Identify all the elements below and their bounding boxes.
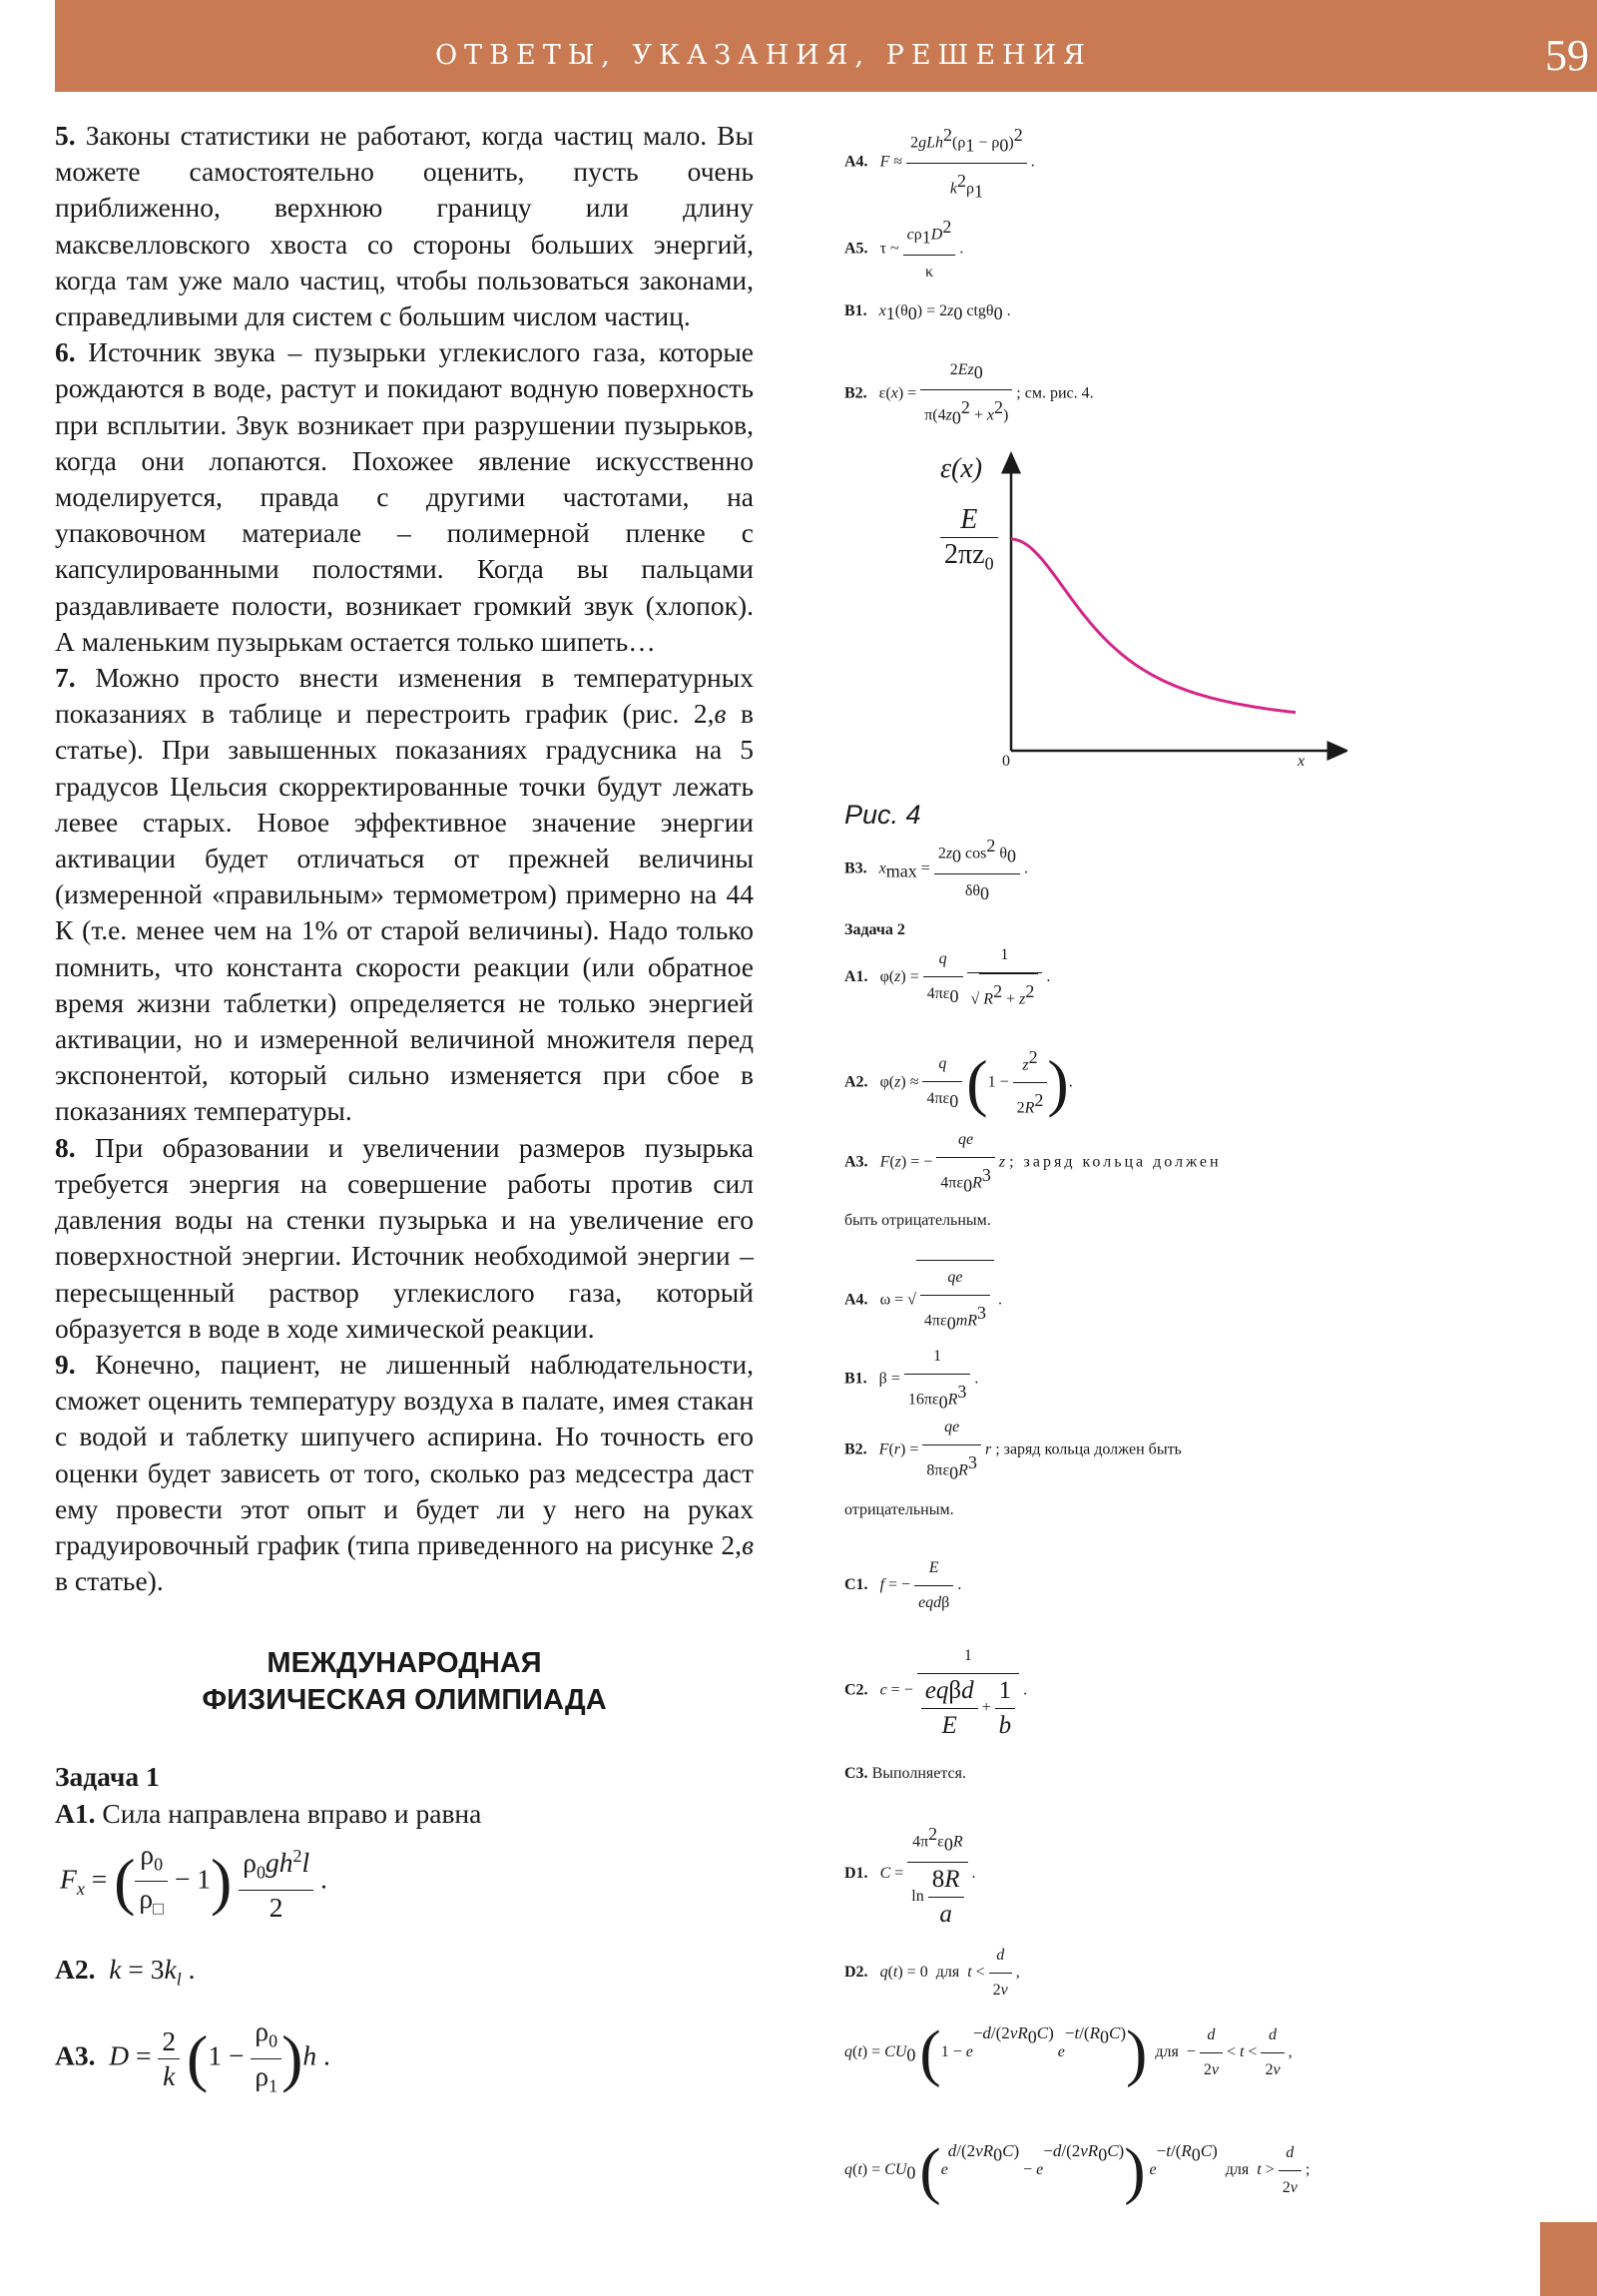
task-2-a1: A1. φ(z) = $\frac{q}{4\pi\varepsilon 0}$ $\frac{1}{√ R2 + z2}$ . <box>844 938 1050 1016</box>
header-title: ОТВЕТЫ, УКАЗАНИЯ, РЕШЕНИЯ <box>435 40 1092 71</box>
task-1-a3-label: A3. <box>55 2039 96 2071</box>
task-2-d2-for-1: для <box>935 1964 960 1982</box>
task-2-d2-line3: q(t) = CU0 (ed/(2vR0C) − e−d/(2vR0C)) e−t/(R0C) для t > $\frac{d}{2v}$ ; <box>844 2134 1311 2206</box>
section-title <box>55 1645 754 1719</box>
task-2-d1-label: D1. <box>844 1864 868 1882</box>
task-1-a1-label: A1. <box>55 1797 96 1829</box>
task-2-a4: A4. ω = √ $\frac{qe}{4\pi\varepsilon 0mR3}$ . <box>844 1260 1002 1341</box>
page-number: 59 <box>1545 31 1589 80</box>
task-2-a2: A2. φ(z) ≈ $\frac{q}{4\pi\varepsilon 0}$ (1 − $\frac{z2}{2R2}$ ). <box>844 1040 1073 1126</box>
answer-7-number: 7. <box>55 662 76 694</box>
answer-a5-label: A5. <box>844 240 868 258</box>
answer-7-italic: в <box>714 698 727 730</box>
answer-7 <box>55 660 754 1130</box>
fig-y-axis-label: ε(x) <box>940 453 983 484</box>
task-2-c1: C1. f = − $\frac{E}{\text{eqdβ}}$ . <box>844 1551 961 1620</box>
task-2-d2-line2: q(t) = CU0 (1 − e−d/(2vR0C) e−t/(R0C)) для − $\frac{d}{2v}$ < t < $\frac{d}{2v}$ , <box>844 2016 1293 2088</box>
task-2-a3-text: ; заряд кольца должен <box>1009 1153 1222 1171</box>
task-2-a1-label: A1. <box>844 967 868 985</box>
task-2-a4-label: A4. <box>844 1291 868 1309</box>
task-2-d2-for-2: для <box>1155 2043 1179 2061</box>
task-2-d2-for-3: для <box>1225 2161 1250 2179</box>
fig-curve <box>1011 539 1296 713</box>
task-2-a2-label: A2. <box>844 1073 868 1091</box>
answer-7-text-a: Можно просто внести изменения в температурных показаниях в таблице и перестроить график (рис. 2, <box>55 662 755 730</box>
answer-6-number: 6. <box>55 336 76 368</box>
fig-origin-label: 0 <box>1002 753 1010 770</box>
task-2-b1: B1. β = $\frac{1}{16\pi\varepsilon 0R3}$ . <box>844 1340 978 1420</box>
task-2-a3-continuation: быть отрицательным. <box>844 1212 991 1229</box>
corner-decoration <box>1540 2222 1597 2296</box>
answer-5 <box>55 118 754 334</box>
page-header <box>55 0 1597 92</box>
answer-9-text-b: в статье). <box>55 1565 164 1597</box>
task-1-a2: A2. $k = 3k_l$ . <box>55 1953 196 1990</box>
answer-a4-label: A4. <box>844 153 868 171</box>
answer-b2: B2. ε(x) = $\frac{2Ez0}{\pi(4z02 + x2)}$ ; см. рис. 4. <box>844 353 1094 435</box>
answer-b1: B1. x1(θ0) = 2z0 ctgθ0 . <box>844 302 1011 324</box>
answer-5-number: 5. <box>55 120 76 151</box>
answer-9-text-a: Конечно, пациент, не лишенный наблюдательности, сможет оценить температуру воздуха в палате, имея стакан с водой и таблетку шипучего аспирина. Но точность его оценки будет зависеть от того, сколько раз медсестра даст ему провести этот опыт и будет ли у него на руках градуировочный график (типа приведенного на рисунке 2, <box>55 1348 754 1560</box>
task-2-b1-label: B1. <box>844 1370 867 1388</box>
fig-y-tick-sub: 0 <box>984 553 994 574</box>
fig-y-tick-den: 2πz <box>944 539 985 570</box>
answer-b3: B3. xmax = $\frac{2z0 \cos 2 \theta 0}{\delta\theta 0}$ . <box>844 829 1028 910</box>
figure-caption: Рис. 4 <box>844 800 921 830</box>
answer-5-text: Законы статистики не работают, когда частиц мало. Вы можете самостоятельно оценить, пусть очень приближенно, верхнюю границу или длину максвелловского хвоста со стороны больших энергий, когда там уже мало частиц, чтобы пользоваться законами, справедливыми для систем с большим числом частиц. <box>55 120 754 332</box>
task-2-c1-label: C1. <box>844 1576 868 1594</box>
task-2-a3: A3. F(z) = − $\frac{qe}{4\pi\varepsilon 0R3}$ z ; заряд кольца должен <box>844 1123 1222 1203</box>
answer-8 <box>55 1130 754 1347</box>
figure-4-plot <box>928 449 1347 789</box>
task-2-b2-text: ; заряд кольца должен быть <box>995 1440 1182 1458</box>
task-2-c2: C2. c = − 1 $\frac{\text{eqβd}}{E}$ + $\frac{1}{b}$ . <box>844 1639 1027 1743</box>
task-2-b2-label: B2. <box>844 1440 867 1458</box>
answer-b2-text: ; см. рис. 4. <box>1016 384 1094 402</box>
section-title-line-2: ФИЗИЧЕСКАЯ ОЛИМПИАДА <box>202 1684 607 1717</box>
task-2-b2: B2. F(r) = $\frac{qe}{8\pi\varepsilon 0R3}$ r ; заряд кольца должен быть <box>844 1411 1182 1490</box>
answer-8-number: 8. <box>55 1131 76 1163</box>
fig-x-axis-label: x <box>1298 753 1306 770</box>
answer-b2-label: B2. <box>844 384 867 402</box>
answer-9-italic: в <box>742 1528 754 1560</box>
section-title-line-1: МЕЖДУНАРОДНАЯ <box>266 1647 542 1680</box>
answer-b3-label: B3. <box>844 860 867 877</box>
task-2-d2-label: D2. <box>844 1964 868 1982</box>
answer-8-text: При образовании и увеличении размеров пузырька требуется энергия на совершение работы против сил давления воды на стенки пузырька и на увеличение его поверхностной энергии. Источник необходимой энергии – пересыщенный раствор углекислого газа, который образуется в воде в ходе химической реакции. <box>55 1131 754 1344</box>
answer-a4: A4. F ≈ $\frac{\text{2gLh2(ρ1 − ρ0)2}}{k2\rho 1}$ . <box>844 118 1035 208</box>
task-2-b2-continuation: отрицательным. <box>844 1501 954 1518</box>
task-2-d1: D1. C = 4π2ε0R ln $\frac{8R}{a}$ . <box>844 1817 976 1932</box>
task-1-heading: Задача 1 <box>55 1761 160 1793</box>
answer-7-text-b: в статье). При завышенных показаниях градусника на 5 градусов Цельсия скорректированные точки будут лежать левее старых. Новое эффективное значение энергии активации будет отличаться от прежней величины (измеренной «правильным» термометром) примерно на 44 К (т.е. менее чем на 1% от старой величины). Надо только помнить, что константа скорости реакции (или обратное время жизни таблетки) определяется не только энергией активации, но и измеренной величиной множителя перед экспонентой, который сильно изменяется при сбое в показаниях температуры. <box>55 698 754 1127</box>
task-2-c3-label: C3. <box>844 1765 868 1782</box>
answer-6 <box>55 334 754 660</box>
task-2-d2: D2. q(t) = 0 для t < $\frac{d}{2v}$ , <box>844 1939 1020 2008</box>
task-1-a2-label: A2. <box>55 1953 96 1985</box>
answer-9 <box>55 1347 754 1599</box>
answer-a5: A5. τ ~ $\frac{c\rho 1D2}{\kappa}$ . <box>844 210 963 289</box>
task-2-c3 <box>844 1765 966 1783</box>
task-2-a3-label: A3. <box>844 1153 868 1171</box>
answer-6-text: Источник звука – пузырьки углекислого газа, которые рождаются в воде, растут и покидают водную поверхность при всплытии. Звук возникает при разрушении пузырьков, когда они лопаются. Похожее явление искусственно моделируется, правда с другими частотами, на упаковочном материале – полимерной пленке с капсулированными полостями. Когда вы пальцами раздавливаете полости, возникает громкий звук (хлопок). А маленьким пузырькам остается только шипеть… <box>55 336 755 657</box>
task-1-a3: A3. D = $\frac{2}{k}$ (1 − $\frac{\rho_0}{\rho_1}$ )h . <box>55 2015 330 2096</box>
task-1-a1-formula: $F_x$ = ( $\frac{\rho_0}{\rho_□}$ − 1) $\frac{\rho_0gh^2l}{2}$ . <box>60 1838 327 1923</box>
task-2-c2-label: C2. <box>844 1681 868 1699</box>
task-2-c3-text: Выполняется. <box>871 1765 966 1782</box>
answer-9-number: 9. <box>55 1348 76 1380</box>
task-1-a1-text: Сила направлена вправо и равна <box>102 1797 482 1829</box>
task-2-heading: Задача 2 <box>844 921 905 938</box>
task-1-a1 <box>55 1796 754 1832</box>
answer-b1-label: B1. <box>844 302 867 319</box>
fig-y-tick-num: E <box>960 504 978 535</box>
left-column <box>55 118 754 2102</box>
